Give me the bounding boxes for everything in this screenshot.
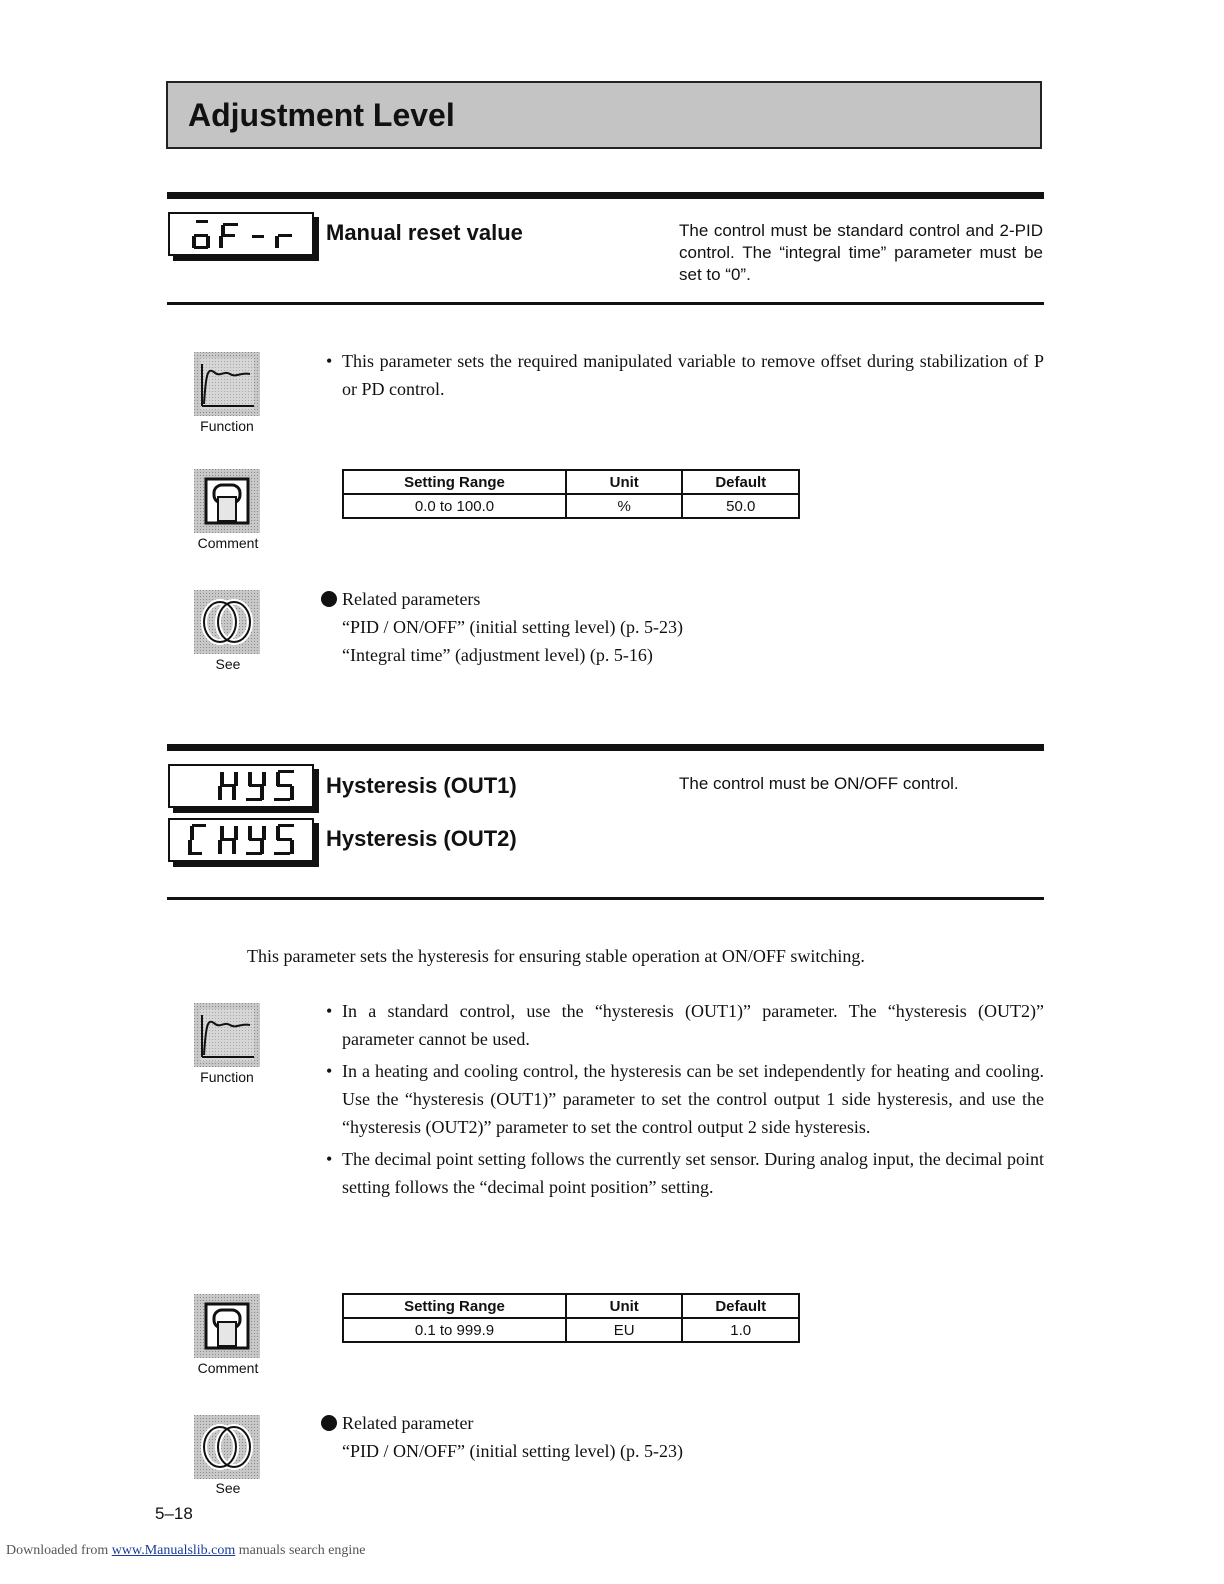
bullet-dot: • <box>326 1001 333 1021</box>
title-banner <box>166 81 1042 149</box>
table-cell: % <box>566 494 683 518</box>
see-icon <box>194 590 260 654</box>
section2-intro: This parameter sets the hysteresis for ensuring stable operation at ON/OFF switching. <box>247 946 865 966</box>
section1-function-text <box>326 347 1044 403</box>
seven-segment-hys-icon <box>170 766 312 806</box>
footer-suffix: manuals search engine <box>238 1543 366 1558</box>
function-icon <box>194 352 260 416</box>
comment-label: Comment <box>197 1360 259 1376</box>
table-header: Unit <box>566 470 683 494</box>
section1-header-bottom-rule <box>167 302 1044 305</box>
page-number: 5–18 <box>155 1504 193 1523</box>
section2-related <box>321 1409 1021 1465</box>
related-item: “PID / ON/OFF” (initial setting level) (p. 5-23) <box>342 1441 683 1461</box>
list-item <box>326 1057 1044 1141</box>
related-heading: Related parameter <box>342 1413 474 1433</box>
section2-function-text <box>326 997 1044 1201</box>
section1-related <box>321 585 1021 669</box>
table-header: Setting Range <box>343 1294 566 1318</box>
comment-icon <box>194 1294 260 1358</box>
section1-condition: The control must be standard control and 2-PID control. The “integral time” parameter must be set to “0”. <box>679 221 1043 284</box>
seg-display-ofr <box>168 212 314 256</box>
manualslib-link[interactable]: www.Manualslib.com <box>111 1543 236 1558</box>
section2-condition: The control must be ON/OFF control. <box>679 774 959 793</box>
comment-icon <box>194 469 260 533</box>
list-item <box>326 347 1044 403</box>
seven-segment-chys-icon <box>170 820 312 860</box>
table-header-row <box>343 470 799 494</box>
table-header: Default <box>682 470 799 494</box>
function-label: Function <box>200 1069 254 1085</box>
comment-label: Comment <box>197 535 259 551</box>
table-header-row <box>343 1294 799 1318</box>
table-header: Setting Range <box>343 470 566 494</box>
section1-spec-table <box>342 469 800 519</box>
related-heading-row <box>321 585 1021 613</box>
related-heading: Related parameters <box>342 589 481 609</box>
related-heading-row <box>321 1409 1021 1437</box>
bullet-text: This parameter sets the required manipulated variable to remove offset during stabilization of P or PD control. <box>342 351 1044 399</box>
section1-title: Manual reset value <box>326 220 523 245</box>
table-cell: 50.0 <box>682 494 799 518</box>
seg-display-hys <box>168 764 314 808</box>
bullet-dot: • <box>326 1149 333 1169</box>
page-title: Adjustment Level <box>188 97 455 133</box>
section-divider-top <box>167 744 1044 751</box>
table-header: Default <box>682 1294 799 1318</box>
seven-segment-ofr-icon <box>170 214 312 254</box>
section2-title1: Hysteresis (OUT1) <box>326 773 517 798</box>
bullet-text: In a standard control, use the “hysteresis (OUT1)” parameter. The “hysteresis (OUT2)” parameter cannot be used. <box>342 1001 1044 1049</box>
bullet-text: In a heating and cooling control, the hysteresis can be set independently for heating and cooling. Use the “hysteresis (OUT1)” parameter to set the control output 1 side hysteresis, and use the “hysteresis (OUT2)” parameter to set the control output 2 side hysteresis. <box>342 1061 1044 1137</box>
table-row <box>343 494 799 518</box>
table-cell: 0.0 to 100.0 <box>343 494 566 518</box>
table-cell: EU <box>566 1318 683 1342</box>
list-item <box>326 997 1044 1053</box>
bullet-dot: • <box>326 1061 333 1081</box>
see-label: See <box>215 656 241 672</box>
filled-circle-icon <box>321 1415 337 1431</box>
related-item: “Integral time” (adjustment level) (p. 5-16) <box>342 645 653 665</box>
function-label: Function <box>200 418 254 434</box>
section2-header-bottom-rule <box>167 897 1044 900</box>
table-cell: 0.1 to 999.9 <box>343 1318 566 1342</box>
section-divider-top <box>167 192 1044 199</box>
seg-display-chys <box>168 818 314 862</box>
see-label: See <box>215 1480 241 1496</box>
table-cell: 1.0 <box>682 1318 799 1342</box>
related-item: “PID / ON/OFF” (initial setting level) (p. 5-23) <box>342 617 683 637</box>
footer <box>6 1543 366 1559</box>
table-row <box>343 1318 799 1342</box>
function-icon <box>194 1003 260 1067</box>
bullet-text: The decimal point setting follows the currently set sensor. During analog input, the decimal point setting follows the “decimal point position” setting. <box>342 1149 1044 1197</box>
filled-circle-icon <box>321 591 337 607</box>
footer-prefix: Downloaded from <box>6 1543 109 1558</box>
bullet-dot: • <box>326 351 333 371</box>
see-icon <box>194 1415 260 1479</box>
section2-title2: Hysteresis (OUT2) <box>326 826 517 851</box>
table-header: Unit <box>566 1294 683 1318</box>
section2-spec-table <box>342 1293 800 1343</box>
list-item <box>326 1145 1044 1201</box>
